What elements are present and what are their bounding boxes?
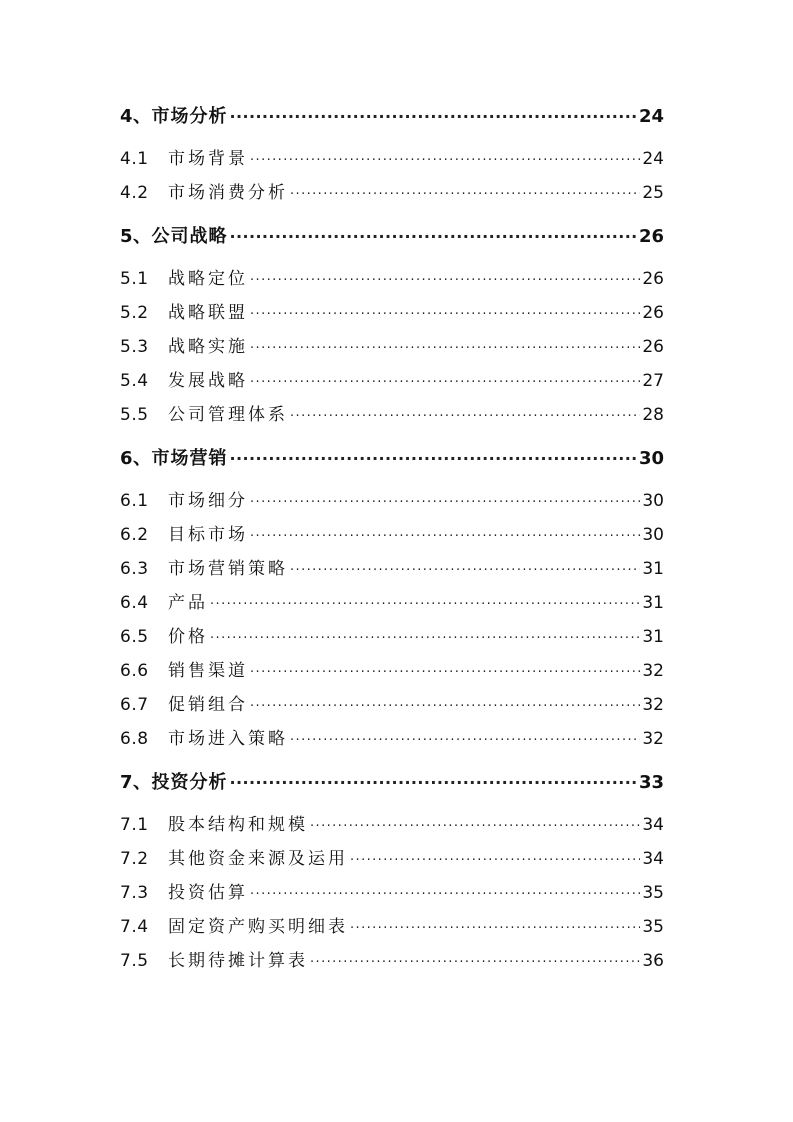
toc-entry-title: 战略联盟 <box>168 303 248 323</box>
toc-subsection-entry[interactable] <box>120 366 664 400</box>
dot-leader <box>250 887 640 902</box>
toc-entry-number: 4.1 <box>120 149 149 169</box>
toc-page-number: 30 <box>638 448 664 469</box>
toc-entry-title: 销售渠道 <box>168 661 248 681</box>
toc-section-entry[interactable] <box>120 102 664 142</box>
toc-subsection-entry[interactable] <box>120 332 664 366</box>
dot-leader <box>290 409 640 424</box>
toc-page-number: 34 <box>642 849 664 869</box>
toc-page-number: 36 <box>642 951 664 971</box>
dot-leader <box>310 955 640 970</box>
toc-page-number: 32 <box>642 695 664 715</box>
dot-leader <box>290 733 640 748</box>
toc-subsection-entry[interactable] <box>120 656 664 690</box>
toc-subsection-entry[interactable] <box>120 554 664 588</box>
toc-entry-title: 市场背景 <box>168 149 248 169</box>
toc-page-number: 31 <box>642 593 664 613</box>
toc-entry-number: 7.2 <box>120 849 149 869</box>
toc-entry-title: 长期待摊计算表 <box>168 951 308 971</box>
toc-subsection-entry[interactable] <box>120 178 664 212</box>
toc-entry-title: 市场营销策略 <box>168 559 288 579</box>
dot-leader <box>210 597 640 612</box>
toc-entry-title: 促销组合 <box>168 695 248 715</box>
toc-entry-title: 股本结构和规模 <box>168 815 308 835</box>
toc-entry-title: 战略定位 <box>168 269 248 289</box>
toc-entry-number: 6.5 <box>120 627 149 647</box>
toc-entry-title: 市场营销 <box>151 448 228 469</box>
toc-entry-number: 7.4 <box>120 917 149 937</box>
toc-entry-title: 发展战略 <box>168 371 248 391</box>
toc-entry-number: 5、 <box>120 226 152 247</box>
dot-leader <box>290 563 640 578</box>
toc-entry-number: 6、 <box>120 448 152 469</box>
toc-entry-number: 7.5 <box>120 951 149 971</box>
toc-entry-number: 6.6 <box>120 661 149 681</box>
toc-entry-title: 公司管理体系 <box>168 405 288 425</box>
toc-subsection-entry[interactable] <box>120 946 664 980</box>
toc-page-number: 26 <box>638 226 664 247</box>
toc-entry-number: 7、 <box>120 772 152 793</box>
dot-leader <box>230 227 637 246</box>
dot-leader <box>250 495 640 510</box>
toc-subsection-entry[interactable] <box>120 810 664 844</box>
toc-page-number: 31 <box>642 627 664 647</box>
toc-page-number: 35 <box>642 883 664 903</box>
table-of-contents <box>120 100 664 980</box>
dot-leader <box>230 773 637 792</box>
toc-subsection-entry[interactable] <box>120 298 664 332</box>
toc-entry-title: 公司战略 <box>151 226 228 247</box>
dot-leader <box>250 273 640 288</box>
dot-leader <box>350 853 640 868</box>
toc-entry-title: 市场分析 <box>151 106 228 127</box>
toc-entry-title: 其他资金来源及运用 <box>168 849 348 869</box>
toc-entry-title: 市场细分 <box>168 491 248 511</box>
toc-page-number: 30 <box>642 491 664 511</box>
toc-subsection-entry[interactable] <box>120 264 664 298</box>
toc-page-number: 31 <box>642 559 664 579</box>
toc-subsection-entry[interactable] <box>120 588 664 622</box>
toc-page-number: 30 <box>642 525 664 545</box>
toc-entry-title: 产品 <box>168 593 208 613</box>
toc-subsection-entry[interactable] <box>120 912 664 946</box>
toc-subsection-entry[interactable] <box>120 520 664 554</box>
toc-entry-title: 投资分析 <box>151 772 228 793</box>
toc-page-number: 26 <box>642 303 664 323</box>
toc-subsection-entry[interactable] <box>120 844 664 878</box>
toc-entry-number: 5.3 <box>120 337 149 357</box>
toc-subsection-entry[interactable] <box>120 690 664 724</box>
toc-entry-title: 价格 <box>168 627 208 647</box>
toc-entry-title: 投资估算 <box>168 883 248 903</box>
dot-leader <box>250 307 640 322</box>
toc-entry-number: 5.4 <box>120 371 149 391</box>
toc-entry-number: 6.7 <box>120 695 149 715</box>
toc-entry-number: 5.2 <box>120 303 149 323</box>
toc-page-number: 27 <box>642 371 664 391</box>
toc-subsection-entry[interactable] <box>120 400 664 434</box>
toc-subsection-entry[interactable] <box>120 878 664 912</box>
toc-page-number: 25 <box>642 183 664 203</box>
dot-leader <box>250 375 640 390</box>
toc-entry-number: 7.3 <box>120 883 149 903</box>
toc-entry-title: 目标市场 <box>168 525 248 545</box>
toc-page-number: 32 <box>642 661 664 681</box>
dot-leader <box>350 921 640 936</box>
toc-entry-number: 4、 <box>120 106 152 127</box>
toc-entry-title: 市场消费分析 <box>168 183 288 203</box>
toc-page-number: 35 <box>642 917 664 937</box>
toc-entry-number: 6.3 <box>120 559 149 579</box>
dot-leader <box>250 153 640 168</box>
dot-leader <box>290 187 640 202</box>
toc-page-number: 33 <box>638 772 664 793</box>
dot-leader <box>250 341 640 356</box>
toc-section-entry[interactable] <box>120 444 664 484</box>
toc-page-number: 24 <box>638 106 664 127</box>
dot-leader <box>250 529 640 544</box>
toc-entry-number: 6.2 <box>120 525 149 545</box>
toc-entry-number: 6.4 <box>120 593 149 613</box>
toc-entry-number: 4.2 <box>120 183 149 203</box>
toc-entry-number: 6.8 <box>120 729 149 749</box>
toc-subsection-entry[interactable] <box>120 486 664 520</box>
dot-leader <box>250 665 640 680</box>
toc-subsection-entry[interactable] <box>120 724 664 758</box>
toc-page-number: 28 <box>642 405 664 425</box>
toc-page-number: 34 <box>642 815 664 835</box>
toc-entry-number: 6.1 <box>120 491 149 511</box>
dot-leader <box>310 819 640 834</box>
toc-page-number: 24 <box>642 149 664 169</box>
toc-page-number: 32 <box>642 729 664 749</box>
toc-subsection-entry[interactable] <box>120 622 664 656</box>
toc-entry-number: 5.5 <box>120 405 149 425</box>
toc-subsection-entry[interactable] <box>120 144 664 178</box>
dot-leader <box>210 631 640 646</box>
toc-entry-number: 5.1 <box>120 269 149 289</box>
toc-entry-title: 战略实施 <box>168 337 248 357</box>
toc-page-number: 26 <box>642 337 664 357</box>
toc-page-number: 26 <box>642 269 664 289</box>
dot-leader <box>250 699 640 714</box>
toc-section-entry[interactable] <box>120 222 664 262</box>
dot-leader <box>230 107 637 126</box>
toc-entry-title: 固定资产购买明细表 <box>168 917 348 937</box>
dot-leader <box>230 449 637 468</box>
toc-entry-title: 市场进入策略 <box>168 729 288 749</box>
toc-entry-number: 7.1 <box>120 815 149 835</box>
toc-section-entry[interactable] <box>120 768 664 808</box>
